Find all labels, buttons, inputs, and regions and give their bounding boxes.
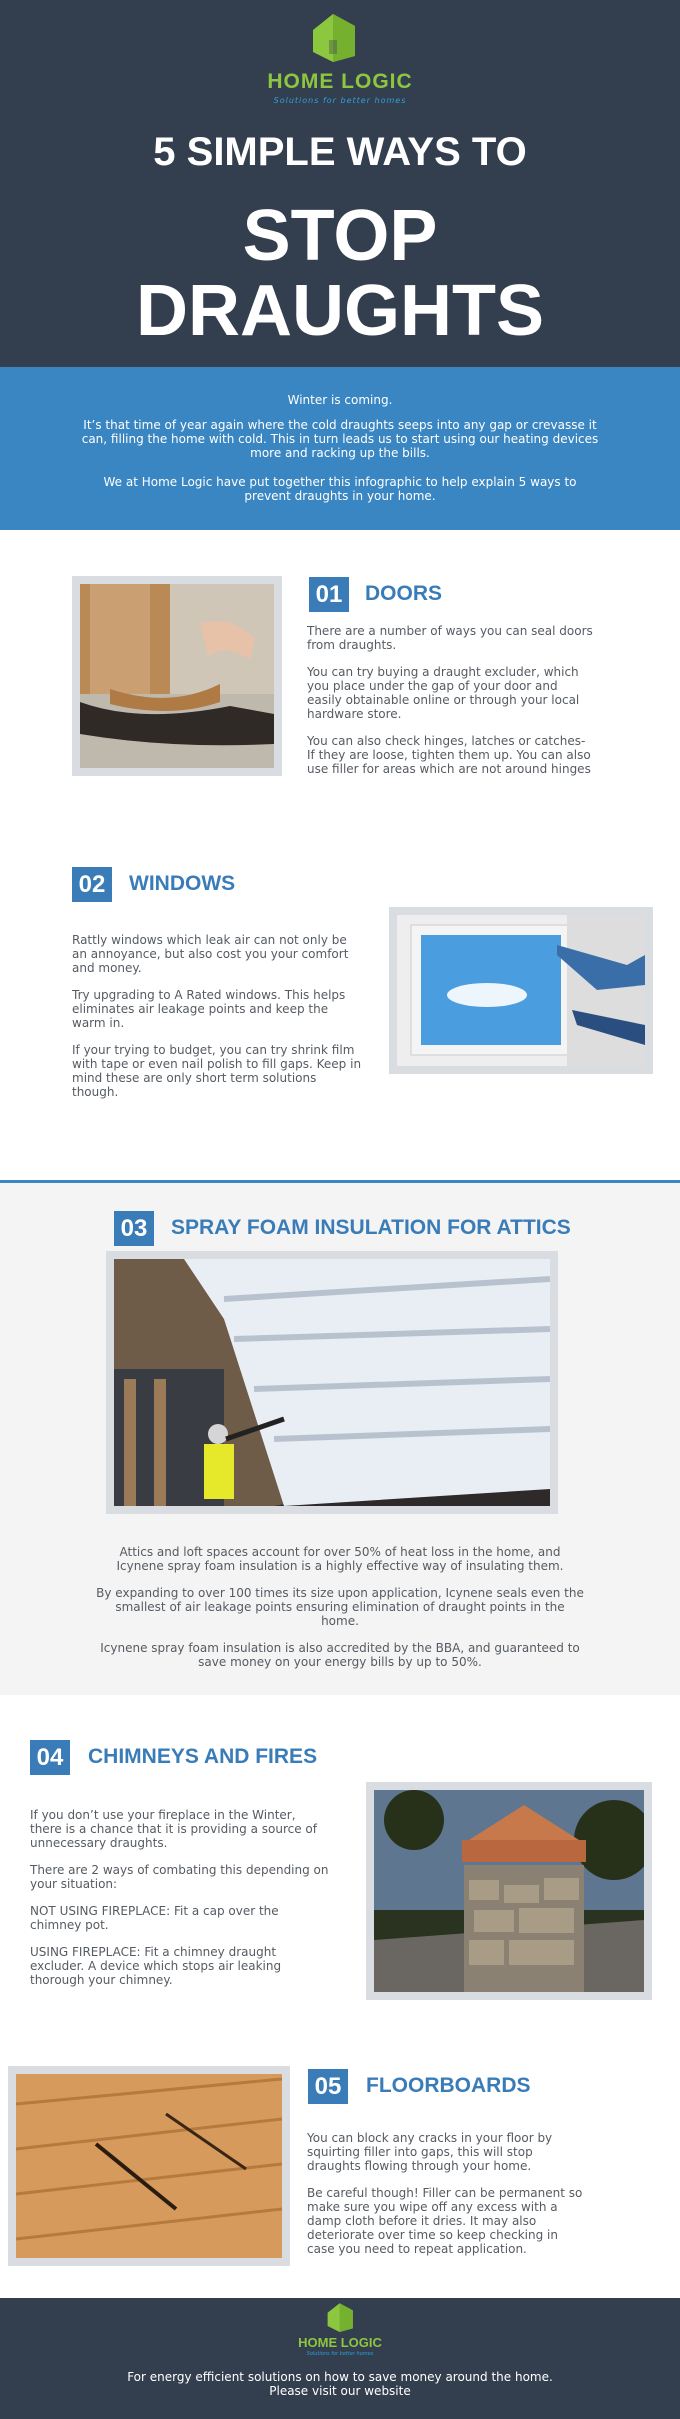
section-title-chimneys: CHIMNEYS AND FIRES (88, 1745, 318, 1768)
draught-excluder-image (80, 584, 274, 768)
chimneys-paragraph: If you don’t use your fireplace in the Winter, there is a chance that it is providing a source of unnecessary draughts. (30, 1808, 317, 1850)
footer-house-logo-icon (322, 2302, 356, 2332)
floorboards-photo (8, 2066, 290, 2266)
brand-name: HOME LOGIC (267, 70, 413, 93)
attics-paragraph: By expanding to over 100 times its size upon application, Icynene seals even the smallest of air leakage points ensuring elimination of draught points in the home. (96, 1586, 584, 1628)
window-sealing-image (397, 915, 645, 1066)
footer-brand-name: HOME LOGIC (298, 2335, 382, 2350)
chimneys-paragraph: There are 2 ways of combating this depending on your situation: (30, 1863, 329, 1891)
section-number-01: 01 (309, 577, 349, 612)
attics-paragraph: Attics and loft spaces account for over 50% of heat loss in the home, and Icynene spray foam insulation is a highly effective way of insulating them. (116, 1545, 564, 1573)
section-title-doors: DOORS (365, 582, 443, 605)
intro-band (0, 367, 680, 530)
footer-text-content: For energy efficient solutions on how to save money around the home. Please visit our website (127, 2370, 553, 2398)
doors-paragraph: There are a number of ways you can seal doors from draughts. (307, 624, 593, 652)
footer-text[interactable] (0, 2370, 680, 2398)
intro-paragraph-2: It’s that time of year again where the cold draughts seeps into any gap or crevasse it can, filling the home with cold. This in turn leads us to start using our heating devices more and racking up the bills. (81, 418, 599, 460)
chimneys-photo (366, 1782, 652, 2000)
hero-line-2: STOP (242, 196, 438, 276)
windows-paragraph: Rattly windows which leak air can not only be an annoyance, but also cost you your comfort and money. (72, 933, 349, 975)
doors-paragraph: You can try buying a draught excluder, which you place under the gap of your door and easily obtainable online or through your local hardware store. (307, 665, 580, 721)
section-number-04: 04 (30, 1740, 70, 1775)
hero-line-1: 5 SIMPLE WAYS TO (153, 130, 527, 174)
floorboards-paragraph: You can block any cracks in your floor by squirting filler into gaps, this will stop draughts flowing through your home. (307, 2131, 553, 2173)
windows-photo (389, 907, 653, 1074)
section-number-02: 02 (72, 867, 112, 902)
hero-line-3: DRAUGHTS (136, 271, 544, 351)
doors-paragraph: You can also check hinges, latches or catches- If they are loose, tighten them up. You can also use filler for areas which are not around hinges (307, 734, 591, 776)
windows-paragraph: If your trying to budget, you can try shrink film with tape or even nail polish to fill gaps. Keep in mind these are only short term solutions though. (72, 1043, 362, 1099)
attics-photo (106, 1251, 558, 1514)
chimneys-body (30, 1808, 330, 2000)
windows-body (72, 933, 362, 1112)
section-title-floorboards: FLOORBOARDS (366, 2074, 531, 2097)
intro-paragraph-1: Winter is coming. (287, 393, 393, 407)
section-number-05: 05 (308, 2069, 348, 2104)
attics-paragraph: Icynene spray foam insulation is also accredited by the BBA, and guaranteed to save money on your energy bills by up to 50%. (100, 1641, 580, 1669)
windows-paragraph: Try upgrading to A Rated windows. This helps eliminates air leakage points and keep the warm in. (72, 988, 346, 1030)
house-logo-icon (305, 12, 359, 62)
chimneys-paragraph: NOT USING FIREPLACE: Fit a cap over the chimney pot. (30, 1904, 279, 1932)
floorboards-body (307, 2131, 587, 2269)
section-title-windows: WINDOWS (129, 872, 236, 895)
floorboards-image (16, 2074, 282, 2258)
section-number-03: 03 (114, 1211, 154, 1246)
doors-body (307, 624, 595, 789)
intro-paragraph-3: We at Home Logic have put together this infographic to help explain 5 ways to prevent draughts in your home. (103, 475, 577, 503)
chimney-cap-image (374, 1790, 644, 1992)
footer-brand-tagline: Solutions for better homes (306, 2351, 374, 2357)
section-title-attics: SPRAY FOAM INSULATION FOR ATTICS (171, 1216, 571, 1239)
spray-foam-attic-image (114, 1259, 550, 1506)
chimneys-paragraph: USING FIREPLACE: Fit a chimney draught excluder. A device which stops air leaking thorough your chimney. (30, 1945, 282, 1987)
brand-tagline: Solutions for better homes (273, 96, 407, 105)
floorboards-paragraph: Be careful though! Filler can be permanent so make sure you wipe off any excess with a damp cloth before it dries. It may also deteriorate over time so keep checking in case you need to repeat application. (307, 2186, 583, 2256)
doors-photo (72, 576, 282, 776)
attics-body (95, 1545, 585, 1682)
